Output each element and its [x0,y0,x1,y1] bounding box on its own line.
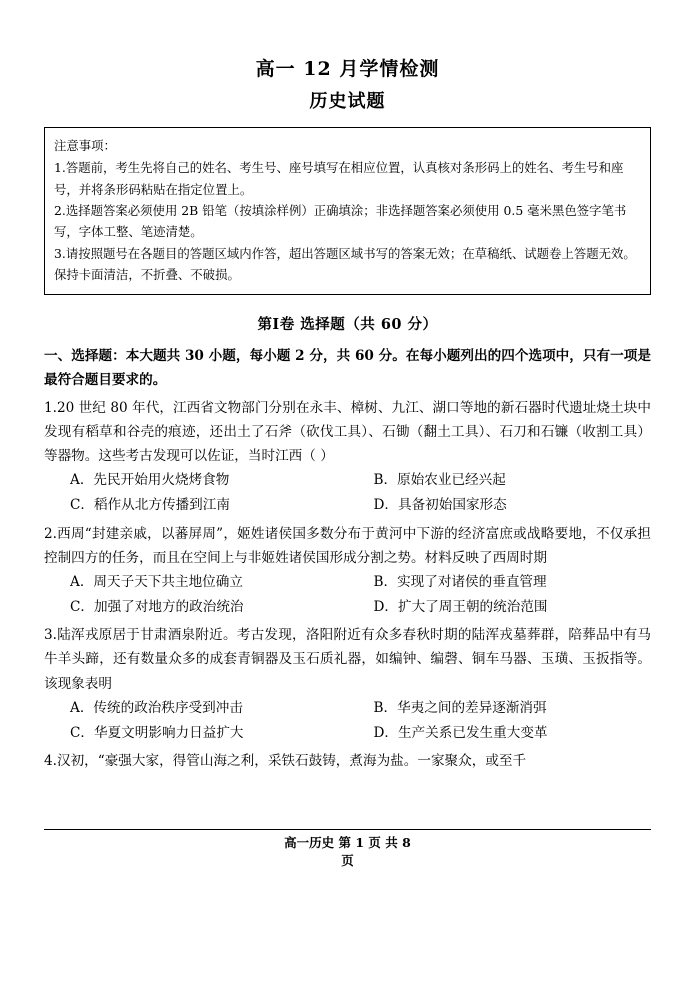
option-a[interactable]: A．先民开始用火烧烤食物 [70,472,230,489]
option-c[interactable]: C．稻作从北方传播到江南 [70,497,230,514]
page-title: 高一 12 月学情检测 [255,58,440,80]
question-stem: 2.西周“封建亲戚，以蕃屏周”，姬姓诸侯国多数分布于黄河中下游的经济富庶或战略要地，不仅承担控制四方的任务，而且在空间上与非姬姓诸侯国形成分割之势。材料反映了西周时期 [44,525,651,566]
notice-box [44,127,651,295]
notice-item: 3.请按照题号在各题目的答题区域内作答，超出答题区域书写的答案无效；在草稿纸、试题卷上答题无效。保持卡面清洁，不折叠、不破损。 [54,245,636,282]
footer-page-info: 高一历史 第 1 页 共 8 [284,834,411,850]
question-options [44,696,651,746]
option-d[interactable]: D．扩大了周王朝的统治范围 [373,599,548,616]
notice-item: 1.答题前，考生先将自己的姓名、考生号、座号填写在相应位置，认真核对条形码上的姓名、考生号和座号，并将条形码粘贴在指定位置上。 [54,160,624,197]
page-subtitle: 历史试题 [309,91,386,112]
question-stem: 1.20 世纪 80 年代，江西省文物部门分别在永丰、樟树、九江、湖口等地的新石器时代遗址烧土块中发现有稻草和谷壳的痕迹，还出土了石斧（砍伐工具）、石锄（翻土工具）、石刀和石镰（收割工具）等器物。这些考古发现可以佐证，当时江西（ ） [44,399,651,465]
notice-heading: 注意事项： [54,138,116,153]
footer-divider [44,829,651,830]
option-d[interactable]: D．具备初始国家形态 [373,497,507,514]
option-c[interactable]: C．华夏文明影响力日益扩大 [70,724,244,741]
footer-page-info-cont: 页 [341,852,354,868]
option-d[interactable]: D．生产关系已发生重大变革 [373,724,548,741]
option-b[interactable]: B．华夷之间的差异逐渐消弭 [373,699,547,716]
page-footer [0,829,695,870]
option-c[interactable]: C．加强了对地方的政治统治 [70,599,244,616]
option-b[interactable]: B．实现了对诸侯的垂直管理 [373,573,547,590]
question-options [44,468,651,518]
option-a[interactable]: A．周天子天下共主地位确立 [70,573,243,590]
section-instruction: 一、选择题：本大题共 30 小题，每小题 2 分，共 60 分。在每小题列出的四个选项中，只有一项是最符合题目要求的。 [44,348,651,389]
section-heading: 第Ⅰ卷 选择题（共 60 分） [257,316,438,334]
notice-item: 2.选择题答案必须使用 2B 铅笔（按填涂样例）正确填涂；非选择题答案必须使用 0.5 毫米黑色签字笔书写，字体工整、笔迹清楚。 [54,202,627,240]
option-b[interactable]: B．原始农业已经兴起 [373,472,506,489]
question-options [44,570,651,620]
option-a[interactable]: A．传统的政治秩序受到冲击 [70,699,243,716]
question-stem: 3.陆浑戎原居于甘肃酒泉附近。考古发现，洛阳附近有众多春秋时期的陆浑戎墓葬群，陪葬品中有马牛羊头蹄，还有数量众多的成套青铜器及玉石质礼器，如编钟、编磬、铜车马器、玉璜、玉扳指等。该现象表明 [44,627,651,692]
question-stem: 4.汉初，“豪强大家，得管山海之利，采铁石鼓铸，煮海为盐。一家聚众，或至千 [44,753,527,770]
